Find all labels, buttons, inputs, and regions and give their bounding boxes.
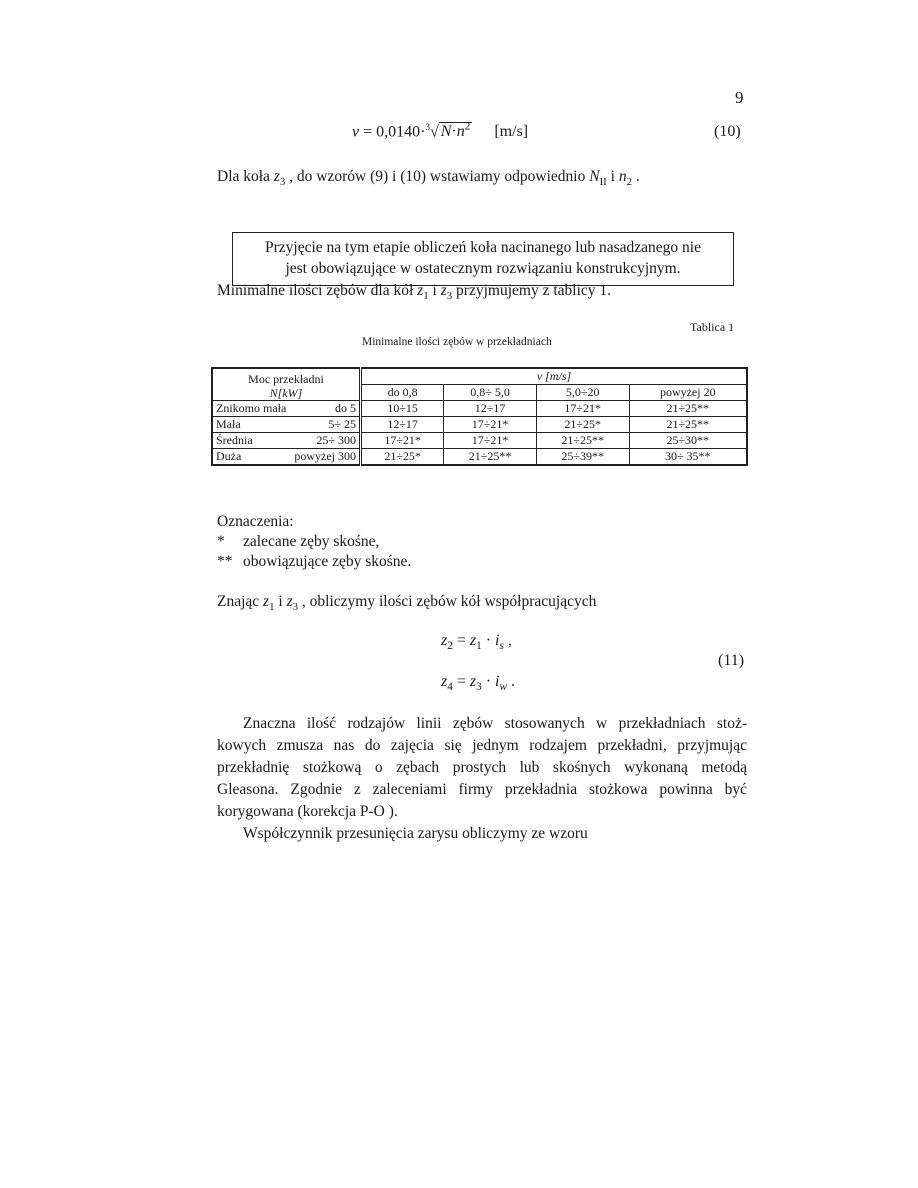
formula-10-radicand-a: N bbox=[440, 123, 452, 141]
para4-line-2: kowych zmusza nas do zajęcia się jednym rodzajem przekładni, przyjmując bbox=[217, 737, 747, 754]
row-range: do 5 bbox=[335, 401, 356, 415]
row-range: 25÷ 300 bbox=[316, 433, 356, 447]
formula-10-radicand-b: n bbox=[456, 123, 465, 141]
formula-10-radical-sign: √ bbox=[429, 123, 439, 141]
f11-l1-r2-sub: s bbox=[499, 640, 504, 653]
page-number: 9 bbox=[735, 88, 744, 107]
table-cell: 21÷25** bbox=[444, 449, 537, 466]
row-name: Duża bbox=[216, 449, 242, 463]
para1-text-d: . bbox=[632, 168, 640, 185]
f11-l1-r2: i bbox=[495, 632, 500, 649]
para1-z: z bbox=[273, 168, 280, 185]
legend-item bbox=[217, 532, 411, 552]
legend-text: obowiązujące zęby skośne. bbox=[243, 553, 412, 570]
speed-range-4: powyżej 20 bbox=[629, 385, 747, 401]
paragraph-wheel-z3 bbox=[217, 166, 640, 193]
row-name: Średnia bbox=[216, 433, 253, 447]
para1-N-sub: II bbox=[599, 176, 607, 189]
row-name: Znikomo mała bbox=[216, 401, 287, 415]
table-cell: 21÷25* bbox=[361, 449, 444, 466]
f11-l2-r2: i bbox=[495, 673, 500, 690]
legend-text: zalecane zęby skośne, bbox=[243, 533, 380, 550]
para1-N: N bbox=[589, 168, 600, 185]
f11-l2-r2-sub: w bbox=[499, 681, 507, 694]
para3-z1-sub: 1 bbox=[269, 601, 275, 614]
row-label bbox=[212, 417, 361, 433]
header-power-cell bbox=[212, 368, 361, 401]
table-cell: 21÷25** bbox=[629, 417, 747, 433]
f11-l2-r1: z bbox=[469, 673, 477, 690]
para2-z3-sub: 3 bbox=[446, 290, 453, 303]
formula-11-line-1 bbox=[441, 632, 512, 652]
f11-l2-end: . bbox=[506, 673, 515, 690]
row-label bbox=[212, 433, 361, 449]
table-label: Tablica 1 bbox=[690, 320, 735, 334]
para3-z3: z bbox=[286, 593, 293, 610]
table-cell: 12÷17 bbox=[361, 417, 444, 433]
para1-text-b: , do wzorów (9) i (10) wstawiamy odpowiednio bbox=[285, 168, 590, 185]
para3-z3-sub: 3 bbox=[292, 601, 299, 614]
header-speed-label: v [m/s] bbox=[536, 369, 572, 383]
para3-text-c: , obliczymy ilości zębów kół współpracujących bbox=[298, 593, 597, 610]
para2-z3: z bbox=[440, 282, 447, 299]
paragraph-shift-coefficient: Współczynnik przesunięcia zarysu obliczymy ze wzoru bbox=[243, 825, 588, 842]
note-line-1: Przyjęcie na tym etapie obliczeń koła nacinanego lub nasadzanego nie bbox=[265, 239, 701, 256]
speed-range-1: do 0,8 bbox=[361, 385, 444, 401]
f11-l1-r1: z bbox=[469, 632, 477, 649]
table-cell: 17÷21* bbox=[444, 417, 537, 433]
formula-10-unit: [m/s] bbox=[494, 123, 529, 141]
para1-z-sub: 3 bbox=[279, 176, 286, 189]
f11-l1-lhs: z bbox=[441, 632, 448, 649]
header-power-line2 bbox=[216, 386, 356, 400]
para4-line-4: Gleasona. Zgodnie z zaleceniami firmy przekładnia stożkowa powinna być bbox=[217, 781, 747, 798]
para3-z1: z bbox=[263, 593, 270, 610]
table-row bbox=[212, 433, 747, 449]
formula-10-radicand bbox=[439, 122, 473, 140]
table-cell: 17÷21* bbox=[361, 433, 444, 449]
formula-10-coefficient: = 0,0140· bbox=[363, 123, 426, 141]
row-label bbox=[212, 401, 361, 417]
table-row bbox=[212, 449, 747, 466]
f11-l2-dot: · bbox=[481, 673, 496, 690]
table-cell: 12÷17 bbox=[444, 401, 537, 417]
formula-10-dot: · bbox=[451, 123, 457, 141]
legend-title: Oznaczenia: bbox=[217, 513, 294, 530]
table-row bbox=[212, 401, 747, 417]
paragraph-knowing-z bbox=[217, 591, 596, 618]
row-range: 5÷ 25 bbox=[328, 417, 356, 431]
formula-10 bbox=[352, 121, 528, 141]
para1-text-c: i bbox=[606, 168, 619, 185]
formula-10-lhs: v bbox=[352, 123, 360, 141]
table-cell: 21÷25* bbox=[536, 417, 629, 433]
para2-text-a: Minimalne ilości zębów dla kół bbox=[217, 282, 418, 299]
table-cell: 17÷21* bbox=[444, 433, 537, 449]
legend-item bbox=[217, 552, 411, 572]
header-power-line1: Moc przekładni bbox=[248, 371, 324, 386]
row-name: Mała bbox=[216, 417, 241, 431]
formula-11-line-2 bbox=[441, 673, 515, 693]
f11-l1-eq: = bbox=[452, 632, 470, 649]
table-title: Minimalne ilości zębów w przekładniach bbox=[362, 336, 552, 348]
note-line-2: jest obowiązujące w ostatecznym rozwiązaniu konstrukcyjnym. bbox=[285, 260, 681, 277]
equation-number-11: (11) bbox=[718, 652, 745, 669]
speed-range-2: 0,8÷ 5,0 bbox=[444, 385, 537, 401]
row-range: powyżej 300 bbox=[294, 449, 356, 463]
header-power-unit: N[kW] bbox=[269, 385, 303, 400]
table-cell: 10÷15 bbox=[361, 401, 444, 417]
note-box bbox=[232, 232, 734, 286]
f11-l1-end: , bbox=[503, 632, 512, 649]
table-cell: 21÷25** bbox=[536, 433, 629, 449]
para2-text-c: przyjmujemy z tablicy 1. bbox=[452, 282, 612, 299]
table-header-row bbox=[212, 368, 747, 385]
f11-l2-r1-sub: 3 bbox=[476, 681, 482, 694]
para4-line-1: Znaczna ilość rodzajów linii zębów stosowanych w przekładniach stoż- bbox=[243, 715, 747, 732]
f11-l1-r1-sub: 1 bbox=[476, 640, 482, 653]
legend bbox=[217, 512, 411, 572]
para1-n-sub: 2 bbox=[626, 176, 633, 189]
speed-range-3: 5,0÷20 bbox=[536, 385, 629, 401]
formula-10-exponent: 2 bbox=[464, 121, 471, 133]
paragraph-gleason bbox=[217, 713, 747, 823]
para4-line-5: korygowana (korekcja P-O ). bbox=[217, 803, 398, 820]
equation-number-10: (10) bbox=[714, 123, 741, 140]
para3-text-b: i bbox=[274, 593, 287, 610]
table-cell: 25÷39** bbox=[536, 449, 629, 466]
para2-z1-sub: 1 bbox=[423, 290, 429, 303]
paragraph-min-teeth bbox=[217, 280, 611, 307]
f11-l2-lhs-sub: 4 bbox=[447, 681, 453, 694]
f11-l1-lhs-sub: 2 bbox=[447, 640, 453, 653]
f11-l1-dot: · bbox=[481, 632, 496, 649]
para1-text-a: Dla koła bbox=[217, 168, 274, 185]
table-cell: 25÷30** bbox=[629, 433, 747, 449]
para2-text-b: i bbox=[428, 282, 441, 299]
row-label bbox=[212, 449, 361, 466]
para4-line-3: przekładnię stożkową o zębach prostych lub skośnych wykonaną metodą bbox=[217, 759, 747, 776]
header-speed-cell bbox=[361, 368, 748, 385]
f11-l2-lhs: z bbox=[441, 673, 448, 690]
table-cell: 17÷21* bbox=[536, 401, 629, 417]
para2-z1: z bbox=[417, 282, 424, 299]
f11-l2-eq: = bbox=[452, 673, 470, 690]
legend-mark: * bbox=[217, 533, 225, 550]
legend-mark: ** bbox=[217, 553, 233, 570]
table-row bbox=[212, 417, 747, 433]
table-cell: 30÷ 35** bbox=[629, 449, 747, 466]
teeth-table bbox=[211, 367, 748, 466]
formula-10-root-index: 3 bbox=[425, 122, 430, 132]
table-cell: 21÷25** bbox=[629, 401, 747, 417]
para1-n: n bbox=[618, 168, 627, 185]
para3-text-a: Znając bbox=[217, 593, 264, 610]
